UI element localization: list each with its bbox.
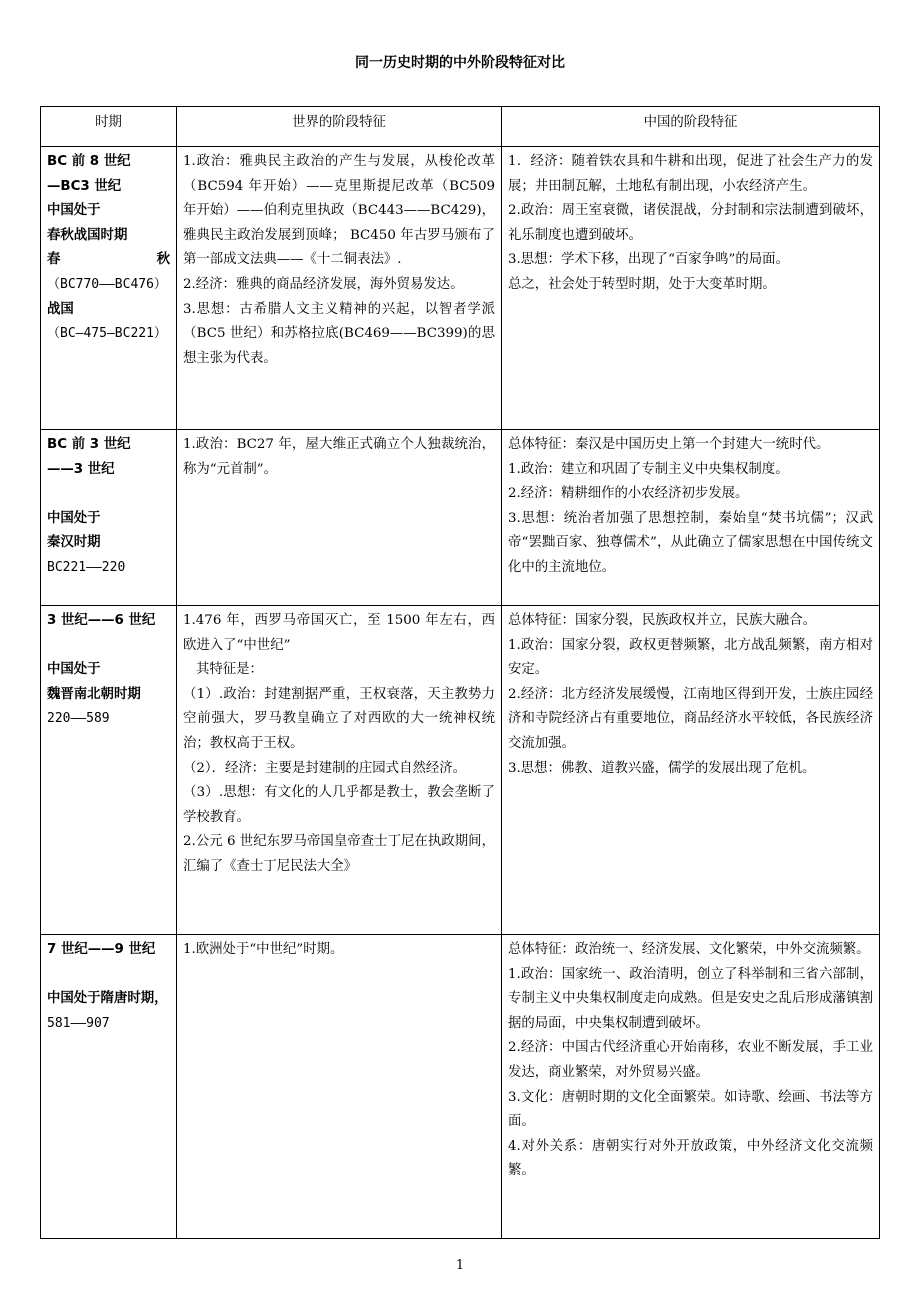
period-spacer xyxy=(47,482,170,507)
table-row xyxy=(41,935,880,1239)
world-paragraph: 1.欧洲处于“中世纪”时期。 xyxy=(183,942,344,957)
world-paragraph: 3.思想：古希腊人文主义精神的兴起，以智者学派（BC5 世纪）和苏格拉底(BC469——BC399)的思想主张为代表。 xyxy=(183,301,495,366)
world-cell xyxy=(177,147,502,430)
china-paragraph: 1.政治：建立和巩固了专制主义中央集权制度。 xyxy=(508,461,789,477)
table-row xyxy=(41,430,880,606)
table-row xyxy=(41,147,880,430)
world-paragraph: （1）.政治：封建割据严重，王权衰落，天主教势力空前强大，罗马教皇确立了对西欧的大一统神权统治；教权高于王权。 xyxy=(183,686,495,751)
china-cell xyxy=(502,147,880,430)
china-cell xyxy=(502,935,880,1239)
period-line: 220——589 xyxy=(47,711,110,727)
china-paragraph: 总体特征：秦汉是中国历史上第一个封建大一统时代。 xyxy=(508,437,830,452)
header-world: 世界的阶段特征 xyxy=(177,107,502,147)
world-paragraph: 2.经济：雅典的商品经济发展，海外贸易发达。 xyxy=(183,276,464,292)
period-spacer xyxy=(47,963,170,988)
comparison-table xyxy=(40,106,880,1239)
table-header-row xyxy=(41,107,880,147)
china-paragraph: 2.经济：中国古代经济重心开始南移，农业不断发展，手工业发达，商业繁荣，对外贸易兴盛。 xyxy=(508,1040,873,1080)
china-paragraph: 3.思想：学术下移，出现了“百家争鸣”的局面。 xyxy=(508,252,789,268)
table-row xyxy=(41,606,880,935)
period-line: 581——907 xyxy=(47,1015,110,1031)
period-line: 魏晋南北朝时期 xyxy=(47,686,141,702)
world-paragraph: 1.476 年，西罗马帝国灭亡，至 1500 年左右，西欧进入了“中世纪” xyxy=(183,613,495,653)
period-line: 春 秋 xyxy=(47,252,170,268)
china-cell xyxy=(502,606,880,935)
china-paragraph: 1.政治：国家统一、政治清明，创立了科举制和三省六部制，专制主义中央集权制度走向成熟。但是安史之乱后形成藩镇割据的局面，中央集权制遭到破坏。 xyxy=(508,966,873,1031)
period-cell xyxy=(41,147,177,430)
china-paragraph: 1.政治：国家分裂，政权更替频繁，北方战乱频繁，南方相对安定。 xyxy=(508,637,873,678)
china-paragraph: 总之，社会处于转型时期，处于大变革时期。 xyxy=(508,276,776,292)
period-cell xyxy=(41,935,177,1239)
world-paragraph: （3）.思想：有文化的人几乎都是教士，教会垄断了学校教育。 xyxy=(183,785,495,825)
period-line: 战国 xyxy=(47,301,74,317)
page-number: 1 xyxy=(455,1258,465,1273)
china-paragraph: 3.思想：统治者加强了思想控制，秦始皇“焚书坑儒”；汉武帝“罢黜百家、独尊儒术”，从此确立了儒家思想在中国传统文化中的主流地位。 xyxy=(508,510,873,575)
world-cell xyxy=(177,606,502,935)
period-line: （BC—475—BC221） xyxy=(47,326,167,342)
period-spacer xyxy=(47,634,170,659)
world-cell xyxy=(177,935,502,1239)
china-paragraph: 3.文化：唐朝时期的文化全面繁荣。如诗歌、绘画、书法等方面。 xyxy=(508,1089,873,1130)
china-paragraph: 2.经济：北方经济发展缓慢，江南地区得到开发，士族庄园经济和寺院经济占有重要地位，商品经济水平较低，各民族经济交流加强。 xyxy=(508,686,873,751)
china-paragraph: 总体特征：政治统一、经济发展、文化繁荣，中外交流频繁。 xyxy=(508,942,870,957)
period-line: —BC3 世纪 xyxy=(47,178,122,194)
period-line: 7 世纪——9 世纪 xyxy=(47,942,156,957)
period-line: （BC770——BC476） xyxy=(47,276,167,292)
period-line: 春秋战国时期 xyxy=(47,227,128,243)
period-line: BC221——220 xyxy=(47,559,126,575)
world-paragraph: 1.政治：BC27 年，屋大维正式确立个人独裁统治，称为“元首制”。 xyxy=(183,437,495,477)
period-cell xyxy=(41,606,177,935)
period-line: 秦汉时期 xyxy=(47,535,101,551)
period-cell xyxy=(41,430,177,606)
china-paragraph: 1．经济：随着铁农具和牛耕和出现，促进了社会生产力的发展；井田制瓦解，土地私有制出现，小农经济产生。 xyxy=(508,154,873,194)
world-paragraph: 1.政治：雅典民主政治的产生与发展，从梭伦改革（BC594 年开始）——克里斯提尼改革（BC509 年开始）——伯利克里执政（BC443——BC429)，雅典民主政治发展到顶峰； BC450 年古罗马颁布了第一部成文法典——《十二铜表法》. xyxy=(183,154,495,268)
world-paragraph: （2）．经济：主要是封建制的庄园式自然经济。 xyxy=(183,760,467,776)
period-line: ——3 世纪 xyxy=(47,461,115,477)
world-paragraph: 2.公元 6 世纪东罗马帝国皇帝查士丁尼在执政期间，汇编了《查士丁尼民法大全》 xyxy=(183,834,495,874)
header-period: 时期 xyxy=(41,107,177,147)
period-line: BC 前 3 世纪 xyxy=(47,437,131,452)
china-cell xyxy=(502,430,880,606)
china-paragraph: 2.经济：精耕细作的小农经济初步发展。 xyxy=(508,486,749,502)
china-paragraph: 3.思想：佛教、道教兴盛，儒学的发展出现了危机。 xyxy=(508,760,816,776)
world-paragraph: 其特征是： xyxy=(196,662,263,678)
period-line: 中国处于 xyxy=(47,662,101,678)
period-line: 中国处于 xyxy=(47,510,101,526)
header-china: 中国的阶段特征 xyxy=(502,107,880,147)
china-paragraph: 总体特征：国家分裂，民族政权并立，民族大融合。 xyxy=(508,613,816,628)
china-paragraph: 4.对外关系：唐朝实行对外开放政策，中外经济文化交流频繁。 xyxy=(508,1138,873,1179)
china-paragraph: 2.政治：周王室衰微，诸侯混战，分封制和宗法制遭到破坏，礼乐制度也遭到破坏。 xyxy=(508,203,873,243)
world-cell xyxy=(177,430,502,606)
period-line: 中国处于隋唐时期， xyxy=(47,991,168,1007)
period-line: 3 世纪——6 世纪 xyxy=(47,613,156,628)
period-line: BC 前 8 世纪 xyxy=(47,154,131,169)
period-line: 中国处于 xyxy=(47,203,101,219)
page-title: 同一历史时期的中外阶段特征对比 xyxy=(355,55,565,71)
